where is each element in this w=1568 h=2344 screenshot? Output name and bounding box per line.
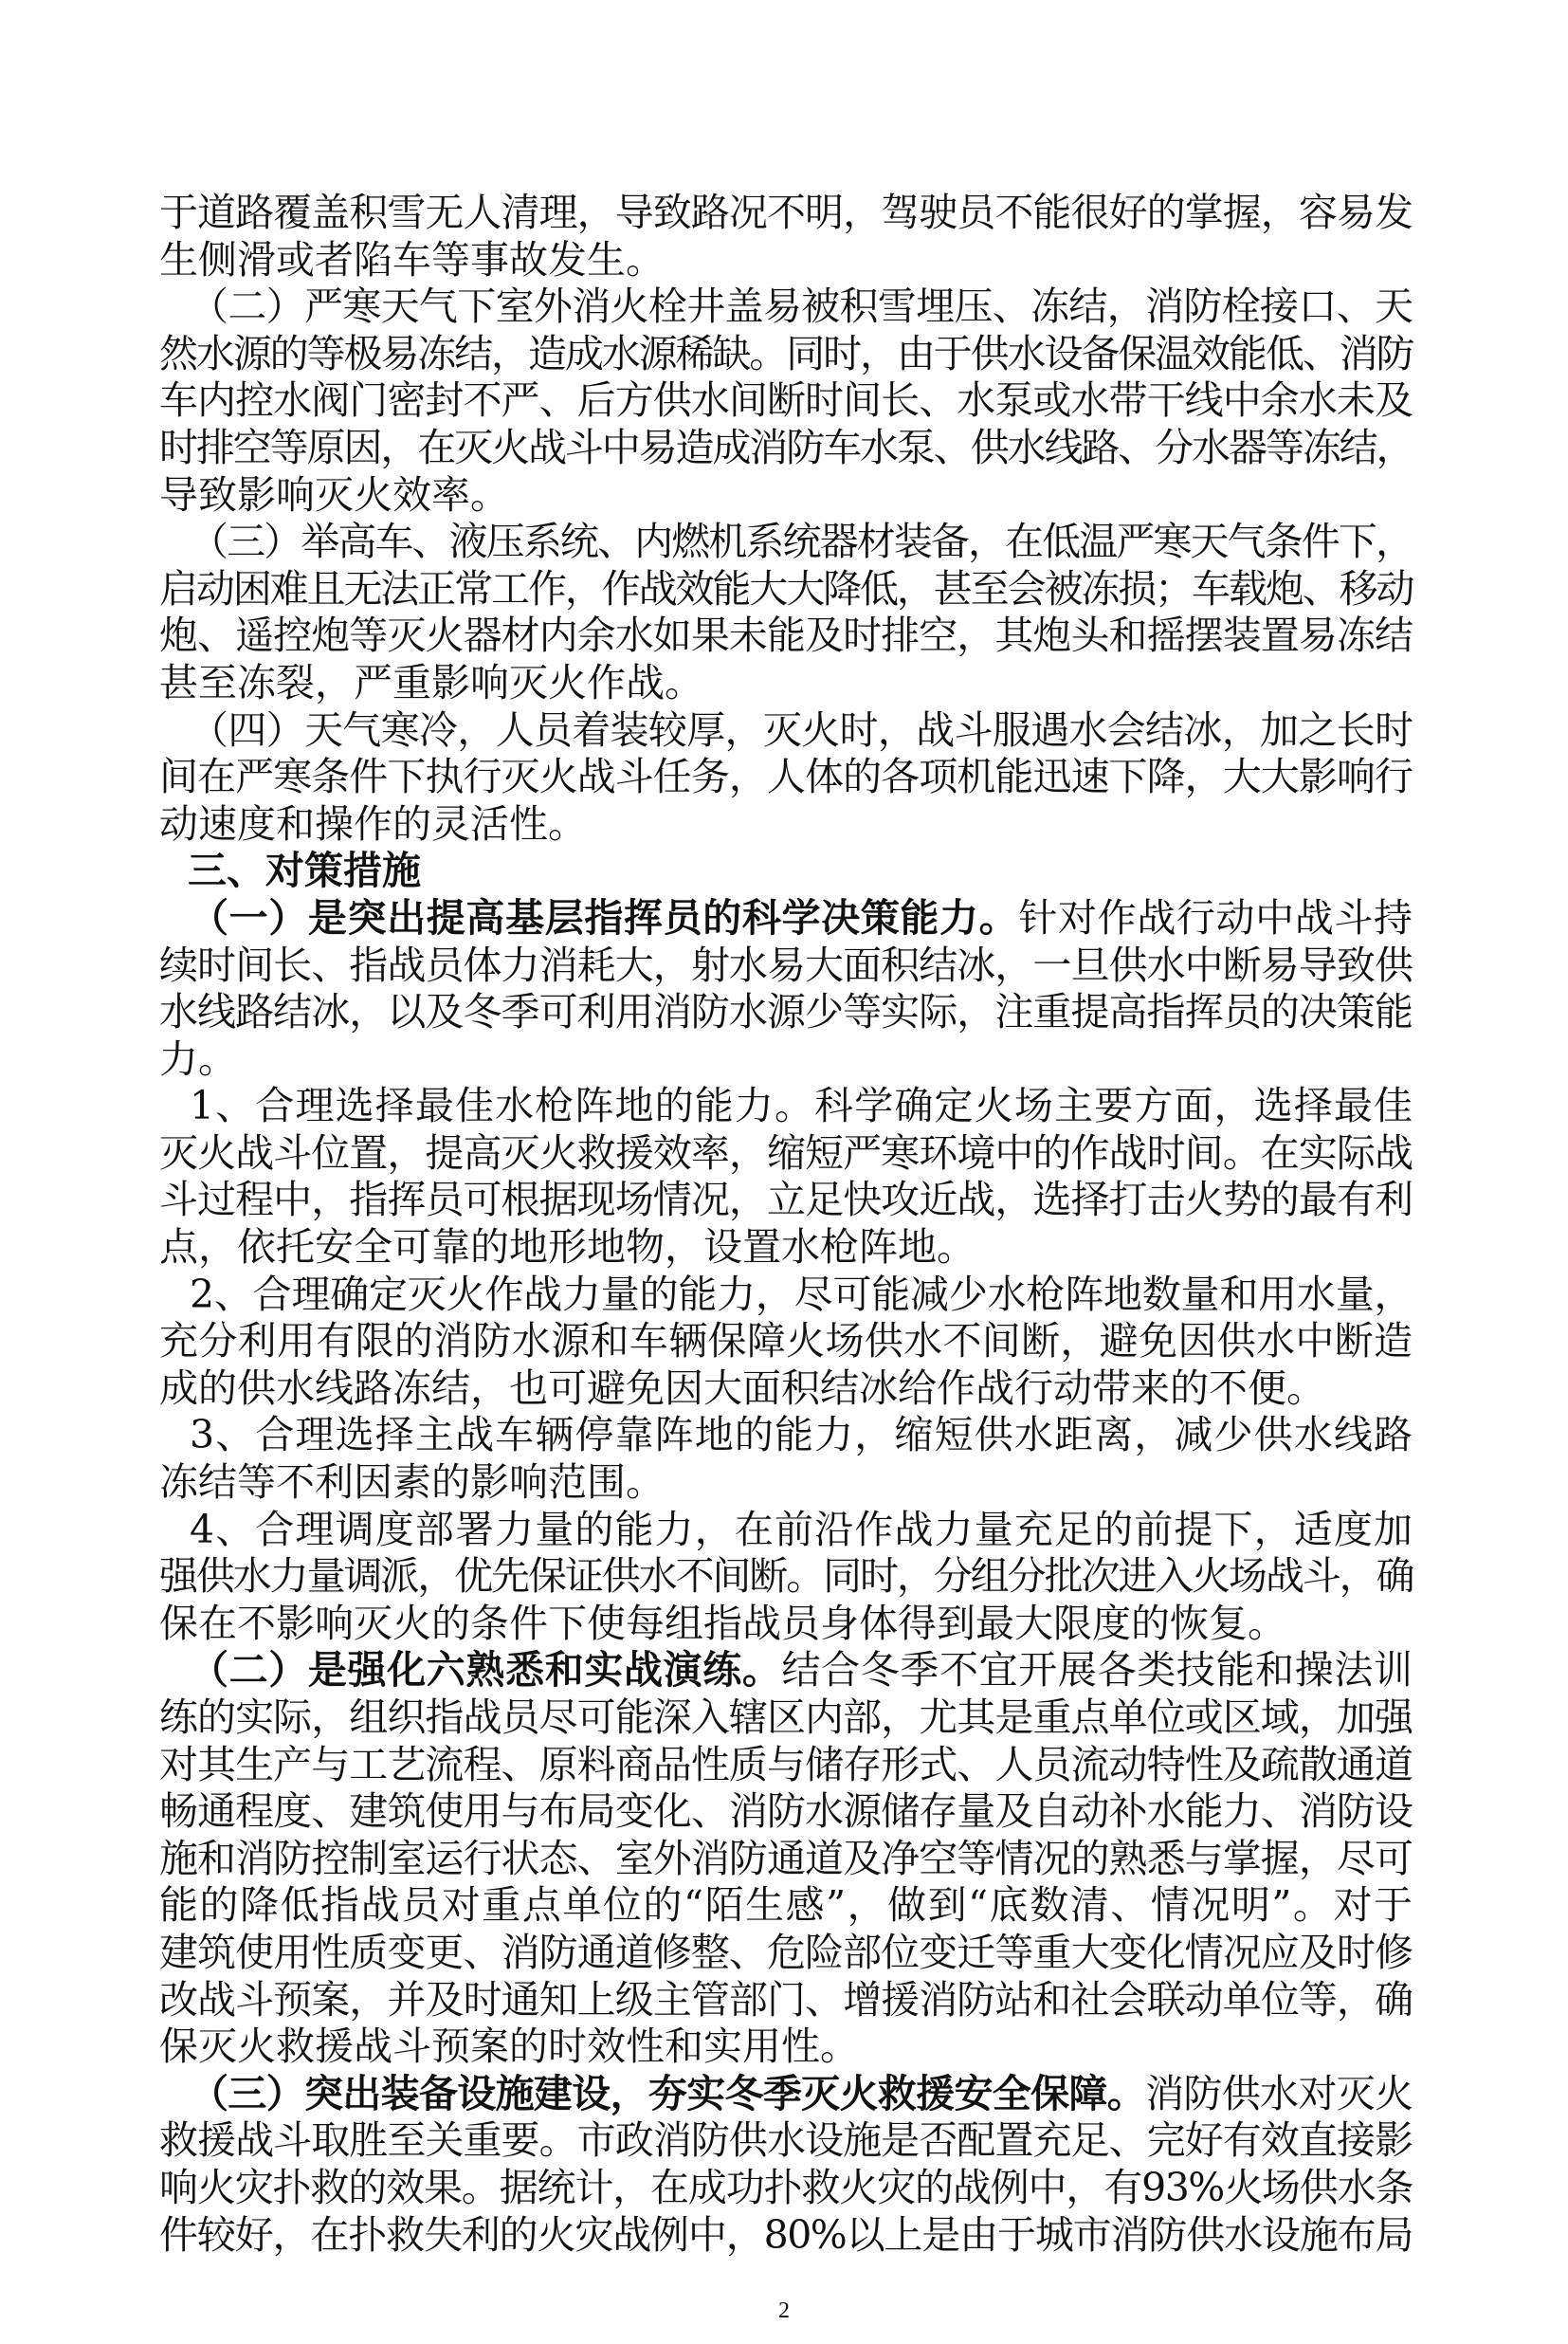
body-text: 2、合理确定灭火作战力量的能力，尽可能减少水枪阵地数量和用水量， <box>190 1271 1413 1317</box>
body-text: 斗过程中，指挥员可根据现场情况，立足快攻近战，选择打击火势的最有利 <box>159 1177 1413 1223</box>
text-line <box>159 2212 1413 2260</box>
text-line <box>159 1930 1413 1977</box>
text-line <box>159 707 1413 755</box>
text-line <box>159 1036 1413 1084</box>
text-line <box>159 1694 1413 1742</box>
page-number: 2 <box>778 2298 790 2324</box>
text-line <box>159 472 1413 520</box>
section-heading <box>159 848 1413 895</box>
body-text: 灭火战斗位置，提高灭火救援效率，缩短严寒环境中的作战时间。在实际战 <box>159 1129 1413 1176</box>
body-text: 1、合理选择最佳水枪阵地的能力。科学确定火场主要方面，选择最佳 <box>190 1083 1413 1129</box>
body-text: 冻结等不利因素的影响范围。 <box>159 1459 665 1506</box>
body-text: 炮、遥控炮等灭火器材内余水如果未能及时排空，其炮头和摇摆装置易冻结 <box>159 613 1413 659</box>
body-text: （三）举高车、液压系统、内燃机系统器材装备，在低温严寒天气条件下， <box>190 519 1413 565</box>
text-line <box>159 331 1413 378</box>
body-text: 车内控水阀门密封不严、后方供水间断时间长、水泵或水带干线中余水未及 <box>159 377 1413 424</box>
text-line <box>159 284 1413 331</box>
heading-text: 三、对策措施 <box>188 848 421 894</box>
paragraph <box>159 1412 1413 1506</box>
text-line <box>159 1224 1413 1272</box>
body-text: （四）天气寒冷，人员着装较厚，灭火时，战斗服遇水会结冰，加之长时 <box>190 706 1413 753</box>
text-line <box>159 519 1413 566</box>
text-line <box>159 1647 1413 1694</box>
body-text: 对其生产与工艺流程、原料商品性质与储存形式、人员流动特性及疏散通道 <box>159 1741 1413 1787</box>
body-text: 间在严寒条件下执行灭火战斗任务，人体的各项机能迅速下降，大大影响行 <box>159 754 1413 800</box>
text-line <box>159 2117 1413 2165</box>
bold-lead-text: （三）突出装备设施建设，夯实冬季灭火救援安全保障。 <box>190 2070 1146 2116</box>
text-line <box>159 237 1413 284</box>
body-text: 救援战斗取胜至关重要。市政消防供水设施是否配置充足、完好有效直接影 <box>159 2117 1413 2164</box>
paragraph <box>159 190 1413 284</box>
body-text: 强供水力量调派，优先保证供水不间断。同时，分组分批次进入火场战斗，确 <box>159 1553 1413 1600</box>
text-line <box>159 754 1413 801</box>
body-text: 水线路结冰，以及冬季可利用消防水源少等实际，注重提高指挥员的决策能 <box>159 989 1413 1035</box>
paragraph <box>159 1272 1413 1413</box>
text-line <box>159 1083 1413 1130</box>
body-text: 甚至冻裂，严重影响灭火作战。 <box>159 659 703 705</box>
body-text: 保灭火救援战斗预案的时效性和实用性。 <box>159 2024 859 2070</box>
body-text: 启动困难且无法正常工作，作战效能大大降低，甚至会被冻损；车载炮、移动 <box>159 565 1413 612</box>
body-text: 建筑使用性质变更、消防通道修整、危险部位变迁等重大变化情况应及时修 <box>159 1929 1413 1975</box>
body-text: （二）严寒天气下室外消火栓井盖易被积雪埋压、冻结，消防栓接口、天 <box>190 284 1413 330</box>
body-text: 点，依托安全可靠的地形地物，设置水枪阵地。 <box>159 1224 975 1271</box>
text-line <box>159 425 1413 472</box>
text-line <box>159 613 1413 660</box>
text-line <box>159 1882 1413 1930</box>
text-line <box>159 1788 1413 1836</box>
text-line <box>159 801 1413 849</box>
bold-lead-text: （二）是强化六熟悉和实战演练。 <box>190 1647 782 1694</box>
body-text: 针对作战行动中战斗持 <box>1018 894 1413 941</box>
text-line <box>159 989 1413 1036</box>
text-line <box>159 1977 1413 2024</box>
text-line <box>159 1553 1413 1601</box>
paragraph <box>159 1083 1413 1271</box>
text-line <box>159 1836 1413 1883</box>
body-text: 生侧滑或者陷车等事故发生。 <box>159 236 665 283</box>
body-text: 续时间长、指战员体力消耗大，射水易大面积结冰，一旦供水中断易导致供 <box>159 942 1413 988</box>
body-text: 时排空等原因，在灭火战斗中易造成消防车水泵、供水线路、分水器等冻结， <box>159 424 1413 470</box>
body-text: 保在不影响灭火的条件下使每组指战员身体得到最大限度的恢复。 <box>159 1600 1286 1646</box>
text-line <box>159 377 1413 425</box>
body-text: 结合冬季不宜开展各类技能和操法训 <box>781 1647 1413 1694</box>
text-line <box>159 1742 1413 1789</box>
text-line <box>159 1177 1413 1224</box>
text-line <box>159 1412 1413 1459</box>
text-line <box>159 895 1413 943</box>
text-line <box>159 1459 1413 1507</box>
paragraph <box>159 519 1413 706</box>
text-line <box>159 566 1413 613</box>
text-line <box>159 1130 1413 1178</box>
body-text: 动速度和操作的灵活性。 <box>159 800 587 847</box>
text-line <box>159 190 1413 237</box>
text-line <box>159 2024 1413 2071</box>
text-line <box>159 1601 1413 1648</box>
body-text: 力。 <box>159 1035 237 1082</box>
bold-lead-text: （一）是突出提高基层指挥员的科学决策能力。 <box>190 894 1019 941</box>
text-line <box>159 1272 1413 1319</box>
text-line <box>159 2071 1413 2118</box>
text-line <box>159 660 1413 707</box>
body-text: 响火灾扑救的效果。据统计，在成功扑救火灾的战例中，有93%火场供水条 <box>159 2164 1413 2210</box>
paragraph <box>159 1647 1413 2070</box>
paragraph <box>159 284 1413 519</box>
body-text: 能的降低指战员对重点单位的“陌生感”，做到“底数清、情况明”。对于 <box>159 1882 1413 1929</box>
text-line <box>159 943 1413 990</box>
text-line <box>159 2165 1413 2212</box>
body-text: 成的供水线路冻结，也可避免因大面积结冰给作战行动带来的不便。 <box>159 1364 1325 1411</box>
body-text: 改战斗预案，并及时通知上级主管部门、增援消防站和社会联动单位等，确 <box>159 1976 1413 2023</box>
text-line <box>159 1318 1413 1365</box>
body-text: 然水源的等极易冻结，造成水源稀缺。同时，由于供水设备保温效能低、消防 <box>159 330 1413 376</box>
body-text: 件较好，在扑救失利的火灾战例中，80%以上是由于城市消防供水设施布局 <box>159 2211 1413 2258</box>
body-text: 消防供水对灭火 <box>1145 2070 1413 2116</box>
body-text: 4、合理调度部署力量的能力，在前沿作战力量充足的前提下，适度加 <box>190 1506 1413 1552</box>
body-text: 导致影响灭火效率。 <box>159 471 509 518</box>
text-line <box>159 1365 1413 1413</box>
body-text: 练的实际，组织指战员尽可能深入辖区内部，尤其是重点单位或区域，加强 <box>159 1694 1413 1740</box>
body-text: 充分利用有限的消防水源和车辆保障火场供水不间断，避免因供水中断造 <box>159 1318 1413 1364</box>
text-line <box>159 848 1413 895</box>
body-text: 于道路覆盖积雪无人清理，导致路况不明，驾驶员不能很好的掌握，容易发 <box>159 190 1413 235</box>
paragraph <box>159 2071 1413 2259</box>
paragraph <box>159 1507 1413 1648</box>
body-text: 施和消防控制室运行状态、室外消防通道及净空等情况的熟悉与掌握，尽可 <box>159 1835 1413 1881</box>
text-line <box>159 1507 1413 1554</box>
paragraph <box>159 707 1413 849</box>
body-text: 畅通程度、建筑使用与布局变化、消防水源储存量及自动补水能力、消防设 <box>159 1788 1413 1835</box>
paragraph <box>159 895 1413 1083</box>
body-text: 3、合理选择主战车辆停靠阵地的能力，缩短供水距离，减少供水线路 <box>190 1412 1413 1458</box>
document-body <box>159 0 1413 2259</box>
